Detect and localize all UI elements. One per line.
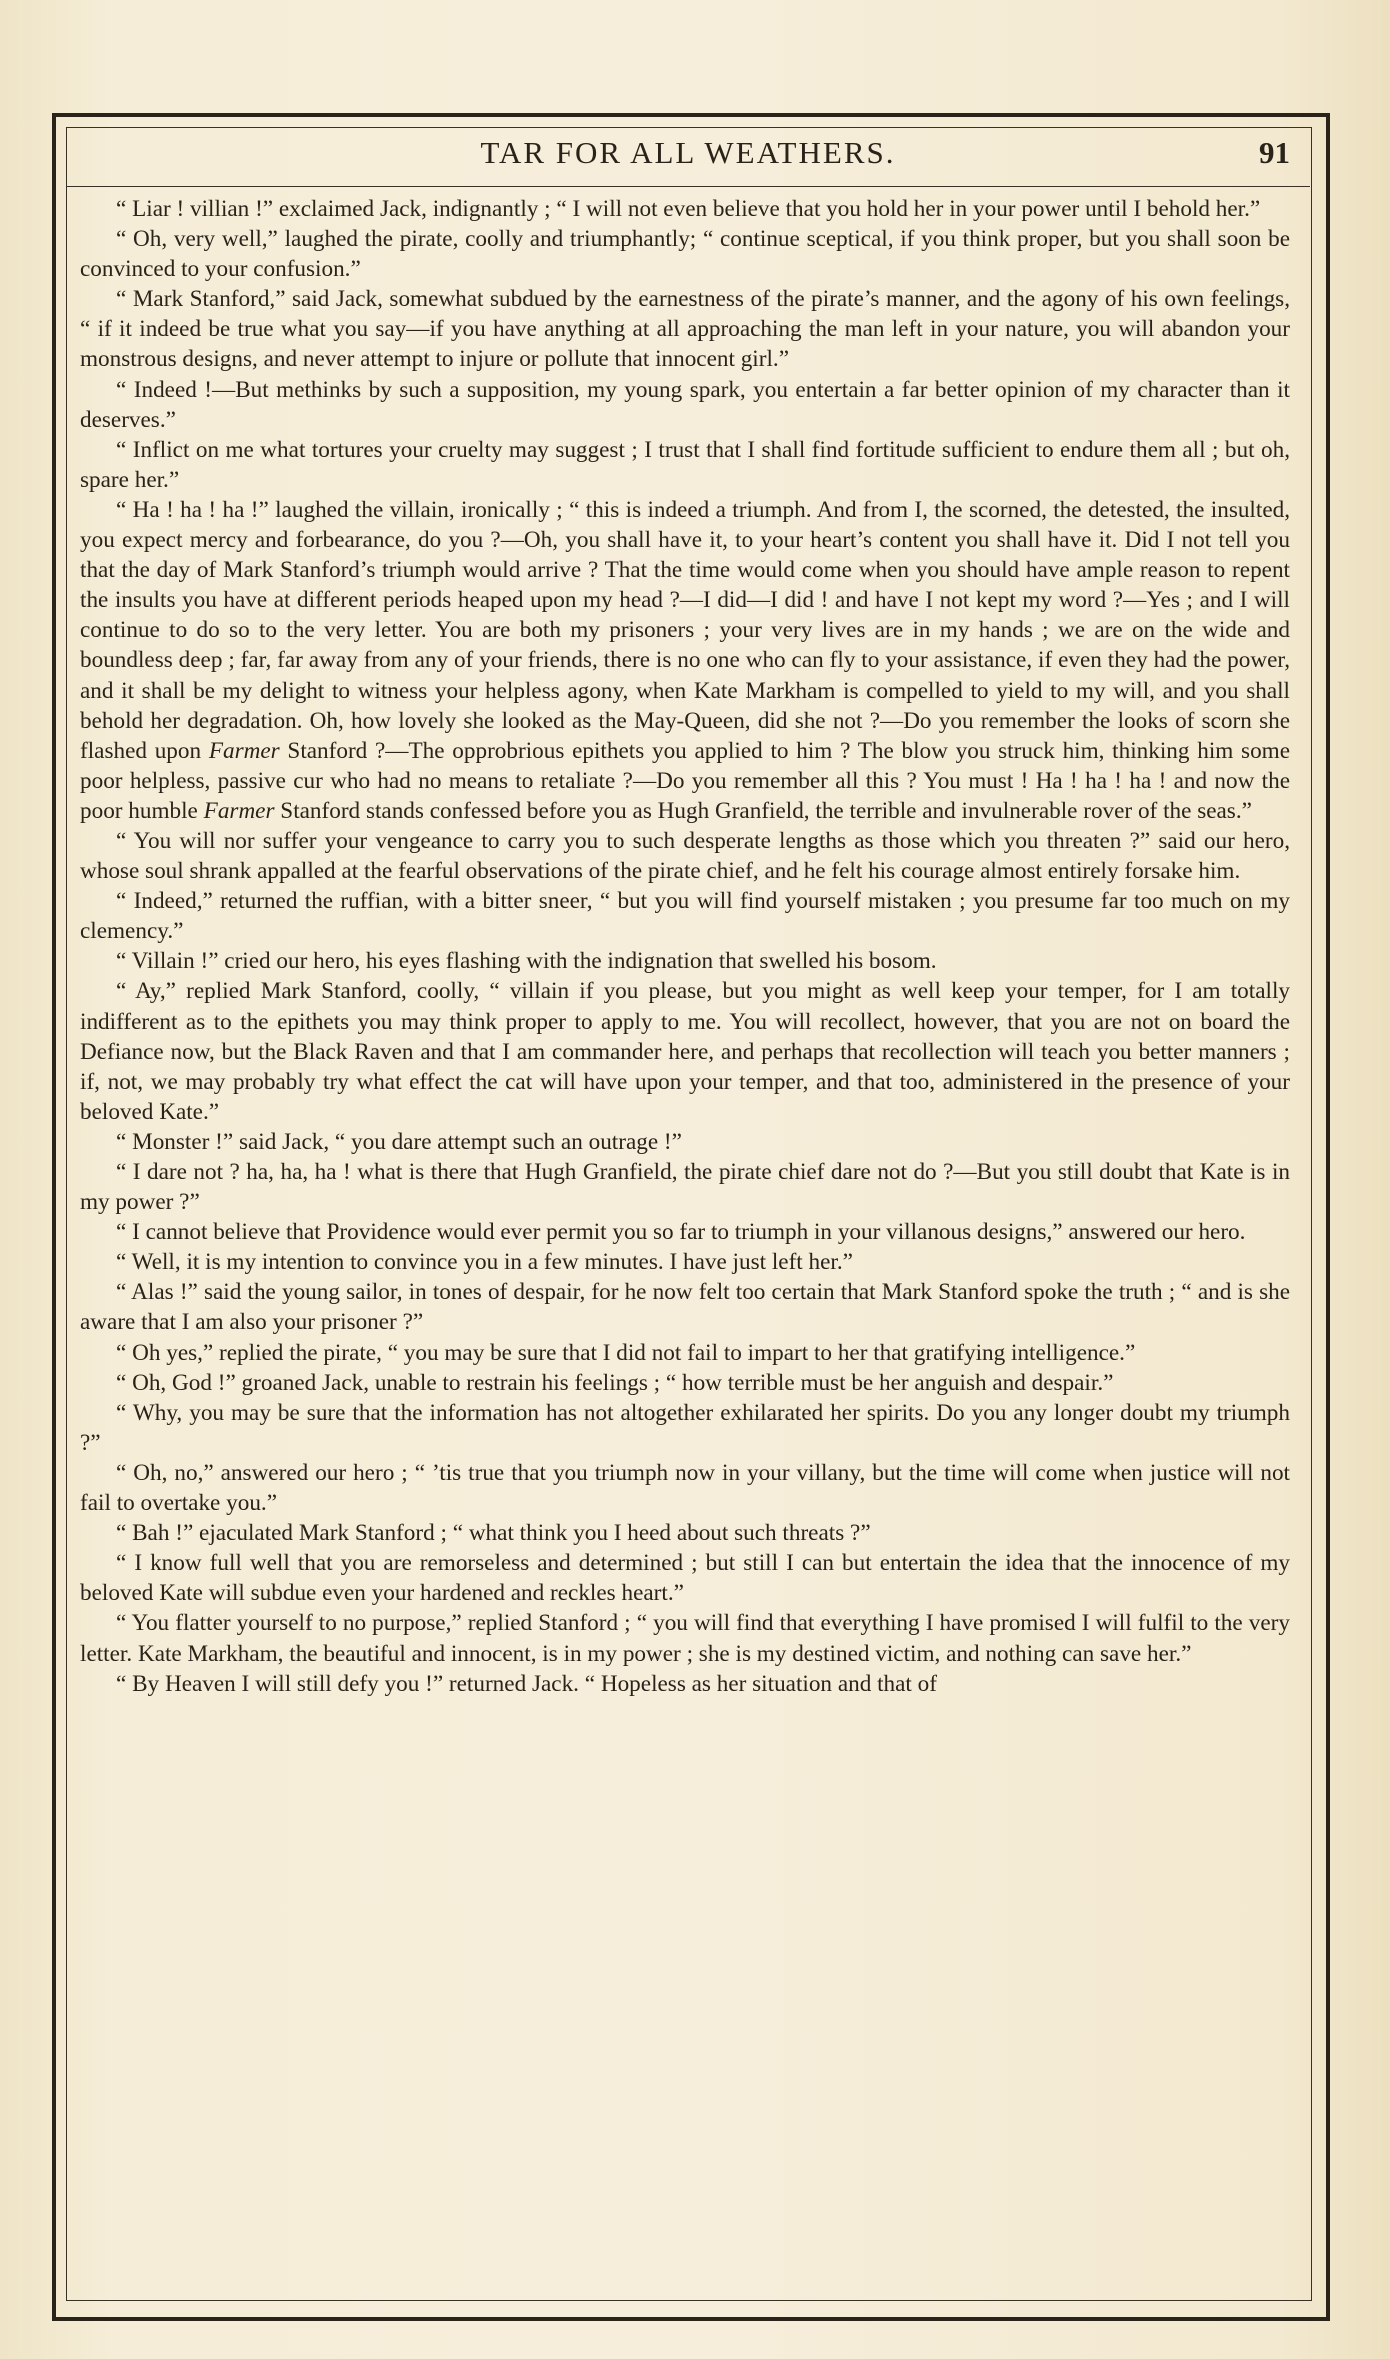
paragraph: “ Oh, no,” answered our hero ; “ ’tis true that you triumph now in your villany, but the time will come when justice will not fail to overtake you.” — [80, 1459, 1290, 1517]
paragraph: “ Liar ! villian !” exclaimed Jack, indignantly ; “ I will not even believe that you hold her in your power until I behold her.” — [116, 196, 1261, 222]
paragraph: “ You will nor suffer your vengeance to carry you to such desperate lengths as those which you threaten ?” said our hero, whose soul shrank appalled at the fearful observations of the pirate chief, and he felt his courage almost entirely forsake him. — [80, 827, 1290, 885]
page-number: 91 — [1259, 135, 1290, 170]
header-divider — [66, 186, 1310, 187]
paragraph: “ Well, it is my intention to convince you in a few minutes. I have just left her.” — [116, 1249, 853, 1276]
paragraph: “ Ay,” replied Mark Stanford, coolly, “ villain if you please, but you might as well keep your temper, for I am totally indifferent as to the epithets you may think proper to apply to me. You will recollect, however, that you are not on board the Defiance now, but the Black Raven and that I am commander here, and perhaps that recollection will teach you better manners ; if, not, we may probably try what effect the cat will have upon your temper, and that too, administered in the presence of your beloved Kate.” — [80, 978, 1290, 1125]
paragraph: “ I know full well that you are remorseless and determined ; but still I can but entertain the idea that the innocence of my beloved Kate will subdue even your hardened and reckles heart.” — [80, 1550, 1290, 1607]
paragraph: “ Oh, God !” groaned Jack, unable to restrain his feelings ; “ how terrible must be her anguish and despair.” — [116, 1369, 1114, 1396]
paragraph: “ Oh yes,” replied the pirate, “ you may be sure that I did not fail to impart to her that gratifying intelligence.” — [116, 1339, 1136, 1366]
paragraph: “ Mark Stanford,” said Jack, somewhat subdued by the earnestness of the pirate’s manner, and the agony of his own feelings, “ if it indeed be true what you say—if you have anything at all approaching the man left in your nature, you will abandon your monstrous designs, and never attempt to injure or pollute that innocent girl.” — [80, 286, 1290, 373]
paragraph: “ Bah !” ejaculated Mark Stanford ; “ what think you I heed about such threats ?” — [116, 1520, 871, 1547]
paragraph: “ Indeed,” returned the ruffian, with a bitter sneer, “ but you will find yourself mistaken ; you presume far too much on my clemency.” — [80, 888, 1290, 945]
paragraph: “ I dare not ? ha, ha, ha ! what is there that Hugh Granfield, the pirate chief dare not do ?—But you still doubt that Kate is in my power ?” — [80, 1159, 1290, 1216]
paragraph: “ Inflict on me what tortures your cruelty may suggest ; I trust that I shall find fortitude sufficient to endure them all ; but oh, spare her.” — [80, 436, 1290, 493]
paragraph: “ Ha ! ha ! ha !” laughed the villain, ironically ; “ this is indeed a triumph. And from I, the scorned, the detested, the insulted, you expect mercy and forbearance, do you ?—Oh, you shall have it, to your heart’s content you shall have it. Did I not tell you that the day of Mark Stanford’s triumph would arrive ? That the time would come when you should have ample reason to repent the insults you have at different periods heaped upon my head ?—I did—I did ! and have I not kept my word ?—Yes ; and I will continue to do so to the very letter. You are both my prisoners ; your very lives are in my hands ; we are on the wide and boundless deep ; far, far away from any of your friends, there is no one who can fly to your assistance, if even they had the power, and it shall be my delight to witness your helpless agony, when Kate Markham is compelled to yield to my will, and you shall behold her degradation. Oh, how lovely she looked as the May-Queen, did she not ?—Do you remember the looks of scorn she flashed upon Farmer Stanford ?—The opprobrious epithets you applied to him ? The blow you struck him, thinking him some poor helpless, passive cur who had no means to retaliate ?—Do you remember all this ? You must ! Ha ! ha ! ha ! and now the poor humble Farmer Stanford stands confessed before you as Hugh Granfield, the terrible and invulnerable rover of the seas.” — [80, 496, 1290, 824]
paragraph: “ You flatter yourself to no purpose,” replied Stanford ; “ you will find that everything I have promised I will fulfil to the very letter. Kate Markham, the beautiful and innocent, is in my power ; she is my destined victim, and nothing can save her.” — [80, 1610, 1290, 1667]
page-header — [66, 127, 1310, 185]
page-body — [80, 194, 1290, 1699]
paragraph: “ Villain !” cried our hero, his eyes flashing with the indignation that swelled his bosom. — [116, 948, 937, 975]
italic-word: Farmer — [208, 737, 280, 764]
italic-word: Farmer — [203, 797, 275, 824]
running-title: TAR FOR ALL WEATHERS. — [480, 135, 896, 170]
paragraph: “ By Heaven I will still defy you !” returned Jack. “ Hopeless as her situation and that of — [116, 1670, 937, 1697]
paragraph: “ Alas !” said the young sailor, in tones of despair, for he now felt too certain that Mark Stanford spoke the truth ; “ and is she aware that I am also your prisoner ?” — [80, 1279, 1290, 1336]
paragraph: “ Oh, very well,” laughed the pirate, coolly and triumphantly; “ continue sceptical, if you think proper, but you shall soon be convinced to your confusion.” — [80, 226, 1290, 283]
bottom-rule — [52, 2318, 1322, 2320]
paragraph: “ Monster !” said Jack, “ you dare attempt such an outrage !” — [116, 1128, 682, 1155]
paragraph: “ Why, you may be sure that the information has not altogether exhilarated her spirits. Do you any longer doubt my triumph ?” — [80, 1399, 1290, 1456]
paragraph: “ I cannot believe that Providence would ever permit you so far to triumph in your villanous designs,” answered our hero. — [116, 1219, 1246, 1246]
paragraph: “ Indeed !—But methinks by such a supposition, my young spark, you entertain a far better opinion of my character than it deserves.” — [80, 376, 1290, 433]
